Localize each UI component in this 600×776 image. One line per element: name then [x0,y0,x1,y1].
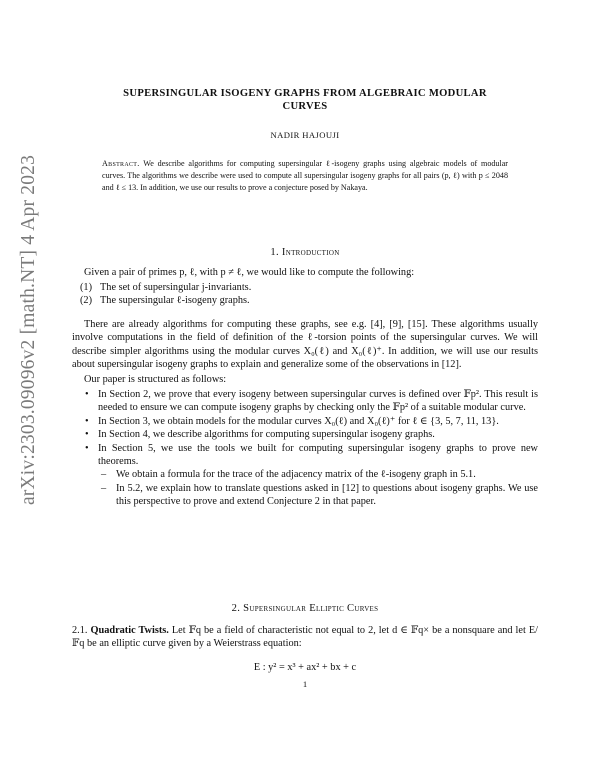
bullet-marker: • [85,415,89,427]
section-2-heading: 2. Supersingular Elliptic Curves [231,603,379,614]
paper-title [72,87,538,113]
author: NADIR HAJOUJI [270,130,340,140]
abstract-label: Abstract. [102,159,140,168]
arxiv-stamp-text: arXiv:2303.09096v2 [math.NT] 4 Apr 2023 [18,154,39,506]
intro-paragraph-3: Our paper is structured as follows: [84,374,227,385]
enumerated-list [72,281,538,308]
list-item-text: The set of supersingular j-invariants. [100,282,252,293]
subsection-2-1-paragraph [72,624,538,651]
abstract-text: We describe algorithms for computing supersingular ℓ-isogeny graphs using algebraic models of modular curves. The algorithms we describe were used to compute all supersingular isogeny graphs for all pairs (p, ℓ) with p ≤ 2048 and ℓ ≤ 13. In addition, we use our results to prove a conjecture posed by Nakaya. [102,159,508,193]
weierstrass-equation: E : y² = x³ + ax² + bx + c [253,662,357,673]
title-line-2: CURVES [282,101,328,112]
bullet-marker: • [85,389,89,400]
bullet-text: In Section 5, we use the tools we built for computing supersingular isogeny graphs to prove new theorems. [98,442,538,468]
intro-paragraph-1: Given a pair of primes p, ℓ, with p ≠ ℓ, we would like to compute the following: [84,267,415,278]
sub-bullet-text: In 5.2, we explain how to translate questions asked in [12] to questions about isogeny graphs. We use this perspective to prove and extend Conjecture 2 in that paper. [116,482,538,508]
bullet-marker: • [85,429,89,441]
subsection-title: Quadratic Twists. [90,625,169,636]
dash-marker: – [101,482,107,494]
list-item-text: The supersingular ℓ-isogeny graphs. [100,295,250,307]
section-1-heading: 1. Introduction [270,247,340,258]
abstract [102,158,508,195]
sub-list-item [72,468,538,481]
list-item [72,294,538,307]
arxiv-stamp [14,70,44,590]
subsection-text: Let 𝔽q be a field of characteristic not equal to 2, let d ∈ 𝔽q× be a nonsquare and let E/𝔽q be an elliptic curve given by a Weierstrass equation: [72,625,538,650]
list-item-label: (2) [80,295,93,307]
subsection-number: 2.1. [72,625,88,636]
page-number: 1 [302,679,308,689]
list-item [72,442,538,469]
list-item [72,415,538,428]
bullet-marker: • [85,442,89,454]
sub-bullet-text: We obtain a formula for the trace of the adjacency matrix of the ℓ-isogeny graph in 5.1. [116,469,476,481]
dash-marker: – [101,469,107,481]
bullet-text: In Section 3, we obtain models for the modular curves X₀(ℓ) and X₀(ℓ)⁺ for ℓ ∈ {3, 5, 7, 11, 13}. [98,415,499,427]
list-item [72,428,538,441]
structure-bullets [72,388,538,509]
title-line-1: SUPERSINGULAR ISOGENY GRAPHS FROM ALGEBRAIC MODULAR [123,88,487,99]
sub-list-item [72,482,538,509]
intro-paragraph-2: There are already algorithms for computing these graphs, see e.g. [4], [9], [15]. These algorithms usually involve computations in the field of definition of the ℓ-torsion points of the supersingular curves. We will describe simpler algorithms using the modular curves X₀(ℓ) and X₀(ℓ)⁺. In addition, we will use our results about supersingular isogeny graphs to explain and generalize some of the observations in [12]. [72,319,538,371]
list-item [72,388,538,415]
list-item-label: (1) [80,282,93,293]
bullet-text: In Section 2, we prove that every isogeny between supersingular curves is defined over 𝔽p². This result is needed to ensure we can compute isogeny graphs by checking only the 𝔽p² of a suitable modular curve. [98,389,538,414]
list-item [72,281,538,294]
bullet-text: In Section 4, we describe algorithms for computing supersingular isogeny graphs. [98,429,435,441]
